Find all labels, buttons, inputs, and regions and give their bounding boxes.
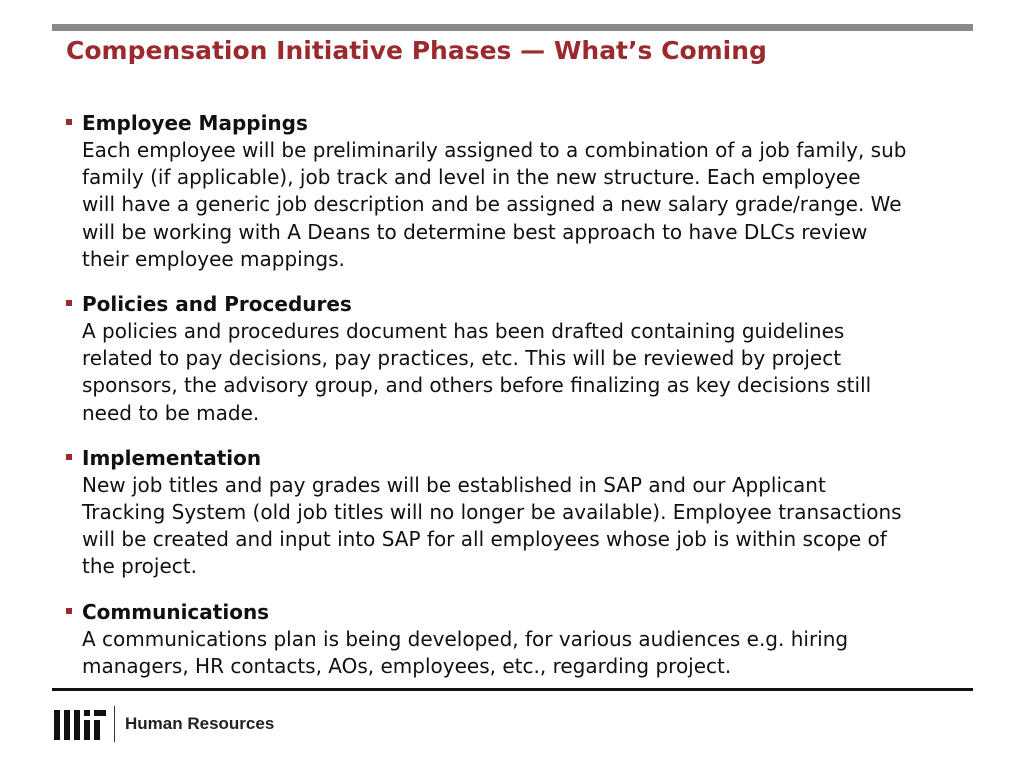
bullet-item-employee-mappings	[66, 110, 966, 273]
bullet-item-policies-procedures	[66, 291, 966, 427]
body-line: New job titles and pay grades will be established in SAP and our Applicant	[82, 472, 826, 497]
bullet-item-communications	[66, 599, 966, 680]
body-line: will have a generic job description and be assigned a new salary grade/range. We	[82, 192, 902, 217]
bullet-heading: Implementation	[82, 445, 262, 470]
bullet-body	[82, 137, 966, 273]
bullet-square-icon	[66, 454, 72, 460]
body-line: the project.	[82, 554, 197, 579]
bottom-rule	[52, 688, 973, 691]
top-rule	[52, 24, 973, 31]
body-line: sponsors, the advisory group, and others before finalizing as key decisions still	[82, 373, 872, 398]
body-line: will be working with A Deans to determine best approach to have DLCs review	[82, 219, 868, 244]
bullet-square-icon	[66, 119, 72, 125]
bullet-square-icon	[66, 608, 72, 614]
body-line: their employee mappings.	[82, 246, 345, 271]
department-name: Human Resources	[125, 714, 275, 733]
slide-title: Compensation Initiative Phases — What’s Coming	[66, 36, 767, 65]
body-line: A communications plan is being developed, for various audiences e.g. hiring	[82, 626, 849, 651]
body-line: Each employee will be preliminarily assigned to a combination of a job family, sub	[82, 138, 907, 162]
body-line: A policies and procedures document has been drafted containing guidelines	[82, 319, 845, 344]
bullet-item-implementation	[66, 445, 966, 581]
body-line: family (if applicable), job track and level in the new structure. Each employee	[82, 165, 861, 190]
mit-logo-icon	[54, 710, 106, 740]
bullet-body	[82, 318, 966, 427]
body-line: related to pay decisions, pay practices, etc. This will be reviewed by project	[82, 346, 842, 371]
body-line: Tracking System (old job titles will no longer be available). Employee transactions	[82, 500, 902, 525]
body-line: managers, HR contacts, AOs, employees, etc., regarding project.	[82, 653, 732, 678]
bullet-body	[82, 472, 966, 581]
bullet-heading: Employee Mappings	[82, 111, 308, 135]
bullet-heading: Policies and Procedures	[82, 292, 352, 317]
bullet-list	[66, 110, 966, 698]
bullet-heading: Communications	[82, 599, 270, 624]
bullet-square-icon	[66, 300, 72, 306]
body-line: will be created and input into SAP for all employees whose job is within scope of	[82, 527, 887, 552]
bullet-body	[82, 626, 966, 680]
body-line: need to be made.	[82, 400, 260, 425]
footer-divider	[114, 706, 115, 742]
